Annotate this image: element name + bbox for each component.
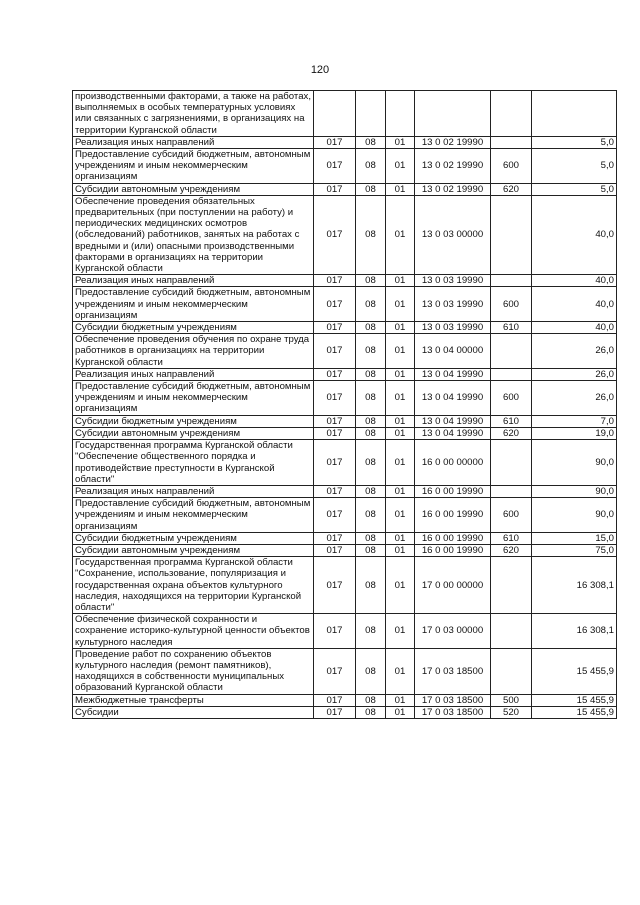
- subsection-code-cell: 01: [386, 544, 415, 556]
- table-row: [73, 381, 617, 416]
- section-code-cell: 08: [356, 544, 386, 556]
- table-row: [73, 91, 617, 137]
- subsection-code-cell: 01: [386, 183, 415, 195]
- expense-type-cell: [491, 614, 532, 649]
- target-article-cell: 17 0 03 18500: [415, 648, 491, 694]
- target-article-cell: 16 0 00 19990: [415, 485, 491, 497]
- ministry-code-cell: 017: [314, 694, 356, 706]
- amount-cell: 40,0: [532, 322, 617, 334]
- target-article-cell: 13 0 04 19990: [415, 415, 491, 427]
- amount-cell: 15 455,9: [532, 694, 617, 706]
- target-article-cell: 17 0 03 00000: [415, 614, 491, 649]
- section-code-cell: 08: [356, 149, 386, 184]
- target-article-cell: [415, 91, 491, 137]
- row-name-cell: Реализация иных направлений: [73, 136, 314, 148]
- expense-type-cell: 600: [491, 149, 532, 184]
- ministry-code-cell: 017: [314, 532, 356, 544]
- subsection-code-cell: 01: [386, 614, 415, 649]
- amount-cell: 40,0: [532, 195, 617, 274]
- section-code-cell: 08: [356, 334, 386, 369]
- target-article-cell: 13 0 02 19990: [415, 136, 491, 148]
- table-row: [73, 614, 617, 649]
- amount-cell: 16 308,1: [532, 614, 617, 649]
- subsection-code-cell: 01: [386, 334, 415, 369]
- target-article-cell: 17 0 03 18500: [415, 694, 491, 706]
- table-row: [73, 694, 617, 706]
- row-name-cell: производственными факторами, а также на работах, выполняемых в особых температурных условиях или связанных с загрязнениями, в организациях на территории Курганской области: [73, 91, 314, 137]
- row-name-cell: Государственная программа Курганской области "Обеспечение общественного порядка и противодействие преступности в Курганской области": [73, 440, 314, 486]
- expense-type-cell: 500: [491, 694, 532, 706]
- section-code-cell: 08: [356, 322, 386, 334]
- target-article-cell: 17 0 03 18500: [415, 706, 491, 718]
- expense-type-cell: [491, 440, 532, 486]
- expense-type-cell: 600: [491, 287, 532, 322]
- subsection-code-cell: 01: [386, 322, 415, 334]
- section-code-cell: 08: [356, 183, 386, 195]
- subsection-code-cell: 01: [386, 368, 415, 380]
- row-name-cell: Субсидии автономным учреждениям: [73, 183, 314, 195]
- ministry-code-cell: 017: [314, 415, 356, 427]
- target-article-cell: 13 0 04 19990: [415, 427, 491, 439]
- row-name-cell: Субсидии автономным учреждениям: [73, 427, 314, 439]
- expense-type-cell: [491, 136, 532, 148]
- subsection-code-cell: 01: [386, 275, 415, 287]
- section-code-cell: 08: [356, 368, 386, 380]
- table-row: [73, 557, 617, 614]
- ministry-code-cell: 017: [314, 381, 356, 416]
- amount-cell: 75,0: [532, 544, 617, 556]
- target-article-cell: 17 0 00 00000: [415, 557, 491, 614]
- section-code-cell: 08: [356, 415, 386, 427]
- amount-cell: 16 308,1: [532, 557, 617, 614]
- ministry-code-cell: 017: [314, 648, 356, 694]
- section-code-cell: 08: [356, 427, 386, 439]
- expense-type-cell: 520: [491, 706, 532, 718]
- page-number: 120: [310, 64, 330, 76]
- subsection-code-cell: 01: [386, 149, 415, 184]
- expense-type-cell: [491, 648, 532, 694]
- section-code-cell: 08: [356, 694, 386, 706]
- subsection-code-cell: 01: [386, 557, 415, 614]
- amount-cell: 26,0: [532, 334, 617, 369]
- section-code-cell: 08: [356, 557, 386, 614]
- target-article-cell: 16 0 00 19990: [415, 544, 491, 556]
- section-code-cell: 08: [356, 275, 386, 287]
- section-code-cell: 08: [356, 195, 386, 274]
- ministry-code-cell: 017: [314, 368, 356, 380]
- row-name-cell: Предоставление субсидий бюджетным, автономным учреждениям и иным некоммерческим организациям: [73, 287, 314, 322]
- row-name-cell: Предоставление субсидий бюджетным, автономным учреждениям и иным некоммерческим организациям: [73, 149, 314, 184]
- amount-cell: 26,0: [532, 368, 617, 380]
- target-article-cell: 16 0 00 00000: [415, 440, 491, 486]
- row-name-cell: Субсидии: [73, 706, 314, 718]
- table-row: [73, 334, 617, 369]
- ministry-code-cell: 017: [314, 149, 356, 184]
- row-name-cell: Предоставление субсидий бюджетным, автономным учреждениям и иным некоммерческим организациям: [73, 498, 314, 533]
- expense-type-cell: 610: [491, 415, 532, 427]
- table-row: [73, 368, 617, 380]
- table-row: [73, 322, 617, 334]
- ministry-code-cell: 017: [314, 498, 356, 533]
- subsection-code-cell: [386, 91, 415, 137]
- amount-cell: 19,0: [532, 427, 617, 439]
- expense-type-cell: [491, 557, 532, 614]
- expense-type-cell: [491, 334, 532, 369]
- table-row: [73, 648, 617, 694]
- expense-type-cell: 620: [491, 427, 532, 439]
- row-name-cell: Реализация иных направлений: [73, 368, 314, 380]
- subsection-code-cell: 01: [386, 415, 415, 427]
- amount-cell: [532, 91, 617, 137]
- subsection-code-cell: 01: [386, 136, 415, 148]
- table-row: [73, 485, 617, 497]
- row-name-cell: Субсидии бюджетным учреждениям: [73, 532, 314, 544]
- row-name-cell: Обеспечение физической сохранности и сохранение историко-культурной ценности объектов культурного наследия: [73, 614, 314, 649]
- section-code-cell: 08: [356, 532, 386, 544]
- amount-cell: 90,0: [532, 485, 617, 497]
- row-name-cell: Обеспечение проведения обязательных предварительных (при поступлении на работу) и периодических медицинских осмотров (обследований) работников, занятых на работах с вредными и (или) опасными производственными факторами в организациях на территории Курганской области: [73, 195, 314, 274]
- amount-cell: 90,0: [532, 440, 617, 486]
- target-article-cell: 13 0 04 19990: [415, 368, 491, 380]
- amount-cell: 15 455,9: [532, 706, 617, 718]
- subsection-code-cell: 01: [386, 195, 415, 274]
- target-article-cell: 13 0 03 19990: [415, 322, 491, 334]
- table-row: [73, 136, 617, 148]
- subsection-code-cell: 01: [386, 498, 415, 533]
- subsection-code-cell: 01: [386, 287, 415, 322]
- table-row: [73, 195, 617, 274]
- expense-type-cell: [491, 275, 532, 287]
- expense-type-cell: 610: [491, 322, 532, 334]
- section-code-cell: 08: [356, 498, 386, 533]
- row-name-cell: Предоставление субсидий бюджетным, автономным учреждениям и иным некоммерческим организациям: [73, 381, 314, 416]
- table-row: [73, 275, 617, 287]
- target-article-cell: 13 0 03 19990: [415, 275, 491, 287]
- ministry-code-cell: 017: [314, 485, 356, 497]
- table-row: [73, 532, 617, 544]
- ministry-code-cell: 017: [314, 275, 356, 287]
- expense-type-cell: 620: [491, 183, 532, 195]
- ministry-code-cell: 017: [314, 195, 356, 274]
- row-name-cell: Субсидии автономным учреждениям: [73, 544, 314, 556]
- amount-cell: 15 455,9: [532, 648, 617, 694]
- ministry-code-cell: 017: [314, 334, 356, 369]
- ministry-code-cell: [314, 91, 356, 137]
- target-article-cell: 13 0 03 19990: [415, 287, 491, 322]
- expense-type-cell: [491, 195, 532, 274]
- table-row: [73, 149, 617, 184]
- section-code-cell: 08: [356, 614, 386, 649]
- budget-table: [72, 90, 617, 719]
- target-article-cell: 16 0 00 19990: [415, 532, 491, 544]
- table-row: [73, 415, 617, 427]
- ministry-code-cell: 017: [314, 706, 356, 718]
- expense-type-cell: 620: [491, 544, 532, 556]
- amount-cell: 40,0: [532, 275, 617, 287]
- row-name-cell: Субсидии бюджетным учреждениям: [73, 415, 314, 427]
- target-article-cell: 13 0 04 19990: [415, 381, 491, 416]
- subsection-code-cell: 01: [386, 694, 415, 706]
- subsection-code-cell: 01: [386, 648, 415, 694]
- ministry-code-cell: 017: [314, 287, 356, 322]
- target-article-cell: 13 0 02 19990: [415, 183, 491, 195]
- section-code-cell: 08: [356, 381, 386, 416]
- expense-type-cell: 600: [491, 381, 532, 416]
- table-row: [73, 427, 617, 439]
- subsection-code-cell: 01: [386, 381, 415, 416]
- row-name-cell: Обеспечение проведения обучения по охране труда работников в организациях на территории Курганской области: [73, 334, 314, 369]
- expense-type-cell: 600: [491, 498, 532, 533]
- row-name-cell: Государственная программа Курганской области "Сохранение, использование, популяризация и государственная охрана объектов культурного наследия, находящихся на территории Курганской области": [73, 557, 314, 614]
- section-code-cell: 08: [356, 440, 386, 486]
- ministry-code-cell: 017: [314, 427, 356, 439]
- expense-type-cell: [491, 91, 532, 137]
- table-row: [73, 287, 617, 322]
- amount-cell: 40,0: [532, 287, 617, 322]
- target-article-cell: 13 0 04 00000: [415, 334, 491, 369]
- target-article-cell: 13 0 02 19990: [415, 149, 491, 184]
- expense-type-cell: [491, 485, 532, 497]
- amount-cell: 15,0: [532, 532, 617, 544]
- table-row: [73, 544, 617, 556]
- amount-cell: 5,0: [532, 149, 617, 184]
- amount-cell: 5,0: [532, 183, 617, 195]
- subsection-code-cell: 01: [386, 532, 415, 544]
- ministry-code-cell: 017: [314, 557, 356, 614]
- expense-type-cell: 610: [491, 532, 532, 544]
- budget-table-body: [73, 91, 617, 719]
- expense-type-cell: [491, 368, 532, 380]
- subsection-code-cell: 01: [386, 440, 415, 486]
- section-code-cell: 08: [356, 648, 386, 694]
- section-code-cell: 08: [356, 485, 386, 497]
- row-name-cell: Реализация иных направлений: [73, 485, 314, 497]
- section-code-cell: 08: [356, 706, 386, 718]
- row-name-cell: Реализация иных направлений: [73, 275, 314, 287]
- row-name-cell: Субсидии бюджетным учреждениям: [73, 322, 314, 334]
- table-row: [73, 498, 617, 533]
- ministry-code-cell: 017: [314, 136, 356, 148]
- amount-cell: 90,0: [532, 498, 617, 533]
- ministry-code-cell: 017: [314, 614, 356, 649]
- ministry-code-cell: 017: [314, 440, 356, 486]
- row-name-cell: Межбюджетные трансферты: [73, 694, 314, 706]
- section-code-cell: [356, 91, 386, 137]
- amount-cell: 5,0: [532, 136, 617, 148]
- section-code-cell: 08: [356, 287, 386, 322]
- subsection-code-cell: 01: [386, 485, 415, 497]
- row-name-cell: Проведение работ по сохранению объектов культурного наследия (ремонт памятников), находящихся в собственности муниципальных образований Курганской области: [73, 648, 314, 694]
- target-article-cell: 16 0 00 19990: [415, 498, 491, 533]
- ministry-code-cell: 017: [314, 183, 356, 195]
- target-article-cell: 13 0 03 00000: [415, 195, 491, 274]
- amount-cell: 26,0: [532, 381, 617, 416]
- section-code-cell: 08: [356, 136, 386, 148]
- subsection-code-cell: 01: [386, 427, 415, 439]
- ministry-code-cell: 017: [314, 544, 356, 556]
- table-row: [73, 440, 617, 486]
- table-row: [73, 706, 617, 718]
- table-row: [73, 183, 617, 195]
- ministry-code-cell: 017: [314, 322, 356, 334]
- subsection-code-cell: 01: [386, 706, 415, 718]
- amount-cell: 7,0: [532, 415, 617, 427]
